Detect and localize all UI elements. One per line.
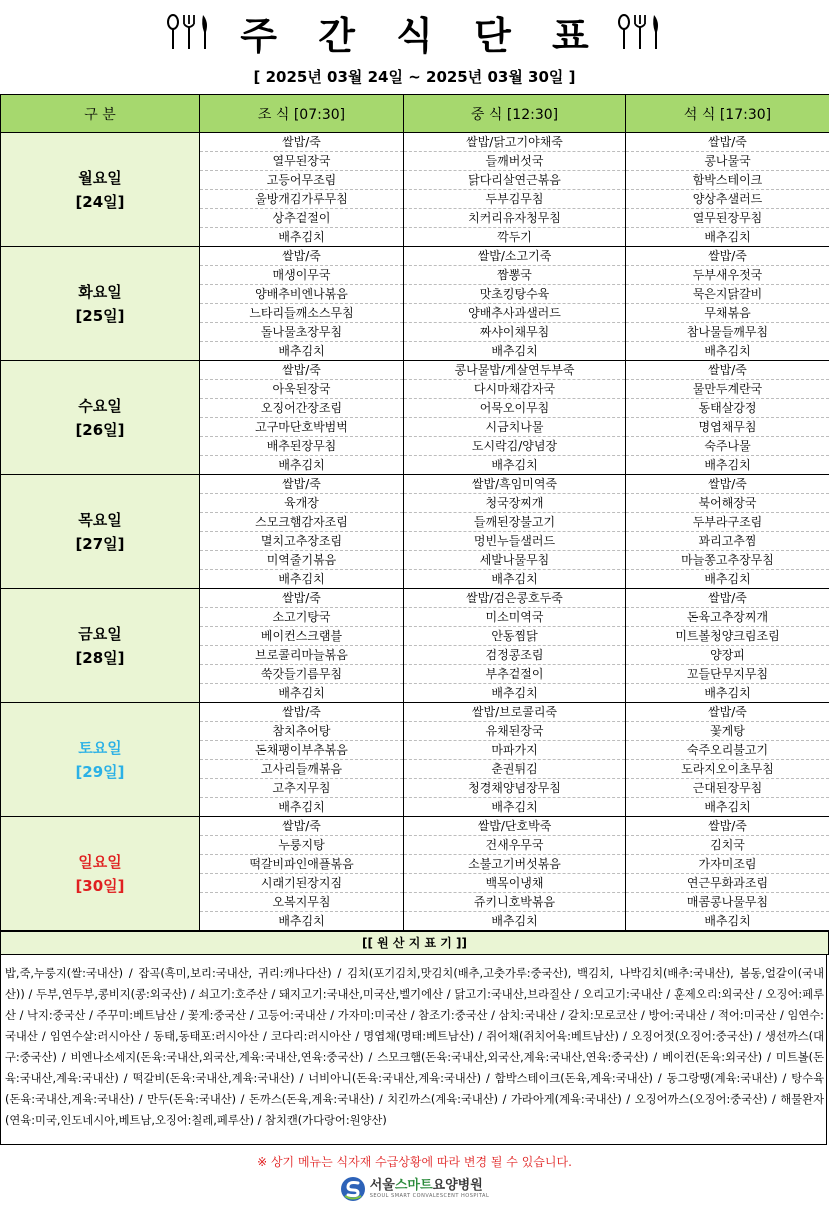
lunch-item: 두부김무침 xyxy=(404,190,626,209)
dinner-item: 양장피 xyxy=(626,646,829,665)
lunch-item: 콩나물밥/게살연두부죽 xyxy=(404,361,626,380)
lunch-item: 배추김치 xyxy=(404,342,626,361)
lunch-item: 쌀밥/소고기죽 xyxy=(404,247,626,266)
dinner-item: 배추김치 xyxy=(626,228,829,247)
breakfast-item: 브로콜리마늘볶음 xyxy=(200,646,404,665)
header-dinner: 석 식 [17:30] xyxy=(626,95,829,133)
lunch-item: 안동찜닭 xyxy=(404,627,626,646)
breakfast-item: 돌나물초장무침 xyxy=(200,323,404,342)
breakfast-item: 고구마단호박범벅 xyxy=(200,418,404,437)
day-label-cell xyxy=(1,133,200,247)
breakfast-item: 베이컨스크램블 xyxy=(200,627,404,646)
breakfast-item: 느타리들깨소스무침 xyxy=(200,304,404,323)
dinner-item: 쌀밥/죽 xyxy=(626,703,829,722)
dinner-item: 두부새우젓국 xyxy=(626,266,829,285)
breakfast-item: 쌀밥/죽 xyxy=(200,589,404,608)
hospital-logo-text xyxy=(370,1179,490,1199)
table-row xyxy=(1,361,829,380)
dinner-item: 함박스테이크 xyxy=(626,171,829,190)
breakfast-item: 떡갈비파인애플볶음 xyxy=(200,855,404,874)
lunch-item: 들깨버섯국 xyxy=(404,152,626,171)
hospital-logo xyxy=(0,1176,829,1202)
weekly-menu-table xyxy=(0,94,829,931)
lunch-item: 치커리유자청무침 xyxy=(404,209,626,228)
day-name: 수요일 xyxy=(78,396,122,415)
origin-text: 밥,죽,누룽지(쌀:국내산) / 잡곡(흑미,보리:국내산, 귀리:캐나다산) / 김치(포기김치,맛김치(배추,고춧가루:중국산), 백김치, 나박김치(배추:국내산), 봄동,얼갈이(국내산)) / 두부,연두부,콩비지(콩:외국산) / 쇠고기:호주산 / 돼지고기:국내산,미국산,벨기에산 / 닭고기:국내산,브라질산 / 오리고기:국내산 / 훈제오리:외국산 / 오징어:페루산 / 낙지:중국산 / 주꾸미:베트남산 / 꽃게:중국산 / 고등어:국내산 / 가자미:미국산 / 참조기:중국산 / 삼치:국내산 / 갈치:모로코산 / 방어:국내산 / 적어:미국산 / 임연수:국내산 / 임연수살:러시아산 / 동태,동태포:러시아산 / 코다리:러시아산 / 명엽채(명태:베트남산) / 쥐어채(쥐치어육:베트남산) / 오징어젓(오징어:중국산) / 생선까스(대구:중국산) / 비엔나소세지(돈육:국내산,외국산,계육:국내산,연육:중국산) / 스모크햄(돈육:국내산,외국산,계육:국내산,연육:중국산) / 베이컨(돈육:외국산) / 미트볼(돈육:국내산,계육:국내산) / 떡갈비(돈육:국내산,계육:국내산) / 너비아니(돈육:국내산,계육:국내산) / 함박스테이크(돈육,계육:국내산) / 동그랑땡(계육:국내산) / 탕수육(돈육:국내산,계육:국내산) / 만두(돈육:국내산) / 돈까스(돈육,계육:국내산) / 치킨까스(계육:국내산) / 가라아게(계육:국내산) / 오징어까스(오징어:중국산) / 해물완자(연육:미국,인도네시아,베트남,오징어:칠레,페루산) / 참치캔(가다랑어:원양산) xyxy=(5,967,824,1127)
dinner-item: 가자미조림 xyxy=(626,855,829,874)
change-notice: ※ 상기 메뉴는 식자재 수급상황에 따라 변경 될 수 있습니다. xyxy=(257,1155,572,1169)
day-name: 금요일 xyxy=(78,624,122,643)
lunch-item: 세발나물무침 xyxy=(404,551,626,570)
dinner-item: 북어해장국 xyxy=(626,494,829,513)
lunch-item: 닭다리살연근볶음 xyxy=(404,171,626,190)
breakfast-item: 상추겉절이 xyxy=(200,209,404,228)
breakfast-item: 쌀밥/죽 xyxy=(200,703,404,722)
lunch-item: 시금치나물 xyxy=(404,418,626,437)
dinner-item: 열무된장무침 xyxy=(626,209,829,228)
breakfast-item: 오복지무침 xyxy=(200,893,404,912)
table-header-row xyxy=(1,95,829,133)
hospital-subtitle: SEOUL SMART CONVALESCENT HOSPITAL xyxy=(369,1193,490,1199)
lunch-item: 다시마채감자국 xyxy=(404,380,626,399)
dinner-item: 묵은지닭갈비 xyxy=(626,285,829,304)
lunch-item: 양배추사과샐러드 xyxy=(404,304,626,323)
date-range: [ 2025년 03월 24일 ~ 2025년 03월 30일 ] xyxy=(253,68,576,86)
breakfast-item: 배추김치 xyxy=(200,456,404,475)
lunch-item: 배추김치 xyxy=(404,570,626,589)
dinner-item: 쌀밥/죽 xyxy=(626,133,829,152)
dinner-item: 쌀밥/죽 xyxy=(626,247,829,266)
lunch-item: 춘권튀김 xyxy=(404,760,626,779)
lunch-item: 백목이냉채 xyxy=(404,874,626,893)
origin-section xyxy=(0,955,827,1145)
dinner-item: 배추김치 xyxy=(626,342,829,361)
day-date: [27일] xyxy=(75,534,125,553)
day-date: [24일] xyxy=(75,192,125,211)
breakfast-item: 배추김치 xyxy=(200,912,404,931)
dinner-item: 쌀밥/죽 xyxy=(626,817,829,836)
dinner-item: 돈육고추장찌개 xyxy=(626,608,829,627)
table-row xyxy=(1,475,829,494)
day-label-cell xyxy=(1,589,200,703)
dinner-item: 물만두계란국 xyxy=(626,380,829,399)
day-label-cell xyxy=(1,817,200,931)
lunch-item: 쌀밥/흑임미역죽 xyxy=(404,475,626,494)
cutlery-icon-right xyxy=(617,14,663,50)
dinner-item: 연근무화과조림 xyxy=(626,874,829,893)
origin-title: [[ 원 산 지 표 기 ]] xyxy=(0,931,829,955)
lunch-item: 도시락김/양념장 xyxy=(404,437,626,456)
lunch-item: 쌀밥/브로콜리죽 xyxy=(404,703,626,722)
lunch-item: 미소미역국 xyxy=(404,608,626,627)
breakfast-item: 배추김치 xyxy=(200,684,404,703)
dinner-item: 근대된장무침 xyxy=(626,779,829,798)
lunch-item: 짜샤이채무침 xyxy=(404,323,626,342)
day-name: 화요일 xyxy=(78,282,122,301)
day-label-cell xyxy=(1,247,200,361)
day-date: [25일] xyxy=(75,306,125,325)
lunch-item: 멍빈누들샐러드 xyxy=(404,532,626,551)
breakfast-item: 소고기탕국 xyxy=(200,608,404,627)
dinner-item: 쌀밥/죽 xyxy=(626,475,829,494)
dinner-item: 배추김치 xyxy=(626,684,829,703)
lunch-item: 들깨된장불고기 xyxy=(404,513,626,532)
lunch-item: 배추김치 xyxy=(404,456,626,475)
lunch-item: 건새우무국 xyxy=(404,836,626,855)
lunch-item: 배추김치 xyxy=(404,798,626,817)
dinner-item: 도라지오이초무침 xyxy=(626,760,829,779)
breakfast-item: 배추김치 xyxy=(200,228,404,247)
dinner-item: 숙주나물 xyxy=(626,437,829,456)
breakfast-item: 쌀밥/죽 xyxy=(200,247,404,266)
header-category: 구 분 xyxy=(1,95,200,133)
breakfast-item: 쌀밥/죽 xyxy=(200,133,404,152)
day-name: 토요일 xyxy=(78,738,122,757)
breakfast-item: 쌀밥/죽 xyxy=(200,361,404,380)
breakfast-item: 시래기된장지짐 xyxy=(200,874,404,893)
day-label-cell xyxy=(1,361,200,475)
breakfast-item: 열무된장국 xyxy=(200,152,404,171)
lunch-item: 짬뽕국 xyxy=(404,266,626,285)
table-row xyxy=(1,247,829,266)
dinner-item: 꽃게탕 xyxy=(626,722,829,741)
day-name: 월요일 xyxy=(78,168,122,187)
cutlery-icon-left xyxy=(166,14,212,50)
dinner-item: 양상추샐러드 xyxy=(626,190,829,209)
dinner-item: 두부라구조림 xyxy=(626,513,829,532)
lunch-item: 검정콩조림 xyxy=(404,646,626,665)
breakfast-item: 고등어무조림 xyxy=(200,171,404,190)
day-name: 일요일 xyxy=(78,852,122,871)
breakfast-item: 육개장 xyxy=(200,494,404,513)
table-row xyxy=(1,133,829,152)
dinner-item: 배추김치 xyxy=(626,456,829,475)
menu-body xyxy=(1,133,829,931)
dinner-item: 매콤콩나물무침 xyxy=(626,893,829,912)
lunch-item: 쥬키니호박볶음 xyxy=(404,893,626,912)
dinner-item: 쌀밥/죽 xyxy=(626,361,829,380)
breakfast-item: 배추된장무침 xyxy=(200,437,404,456)
dinner-item: 꼬들단무지무침 xyxy=(626,665,829,684)
table-row xyxy=(1,703,829,722)
breakfast-item: 스모크햄감자조림 xyxy=(200,513,404,532)
day-name: 목요일 xyxy=(78,510,122,529)
lunch-item: 쌀밥/단호박죽 xyxy=(404,817,626,836)
breakfast-item: 멸치고추장조림 xyxy=(200,532,404,551)
breakfast-item: 배추김치 xyxy=(200,798,404,817)
breakfast-item: 참치추어탕 xyxy=(200,722,404,741)
dinner-item: 마늘쫑고추장무침 xyxy=(626,551,829,570)
lunch-item: 소불고기버섯볶음 xyxy=(404,855,626,874)
lunch-item: 유채된장국 xyxy=(404,722,626,741)
dinner-item: 미트볼청양크림조림 xyxy=(626,627,829,646)
dinner-item: 쌀밥/죽 xyxy=(626,589,829,608)
day-label-cell xyxy=(1,475,200,589)
page-title: 주 간 식 단 표 xyxy=(240,13,603,58)
hospital-logo-icon xyxy=(340,1176,366,1202)
dinner-item: 콩나물국 xyxy=(626,152,829,171)
breakfast-item: 배추김치 xyxy=(200,570,404,589)
breakfast-item: 미역줄기볶음 xyxy=(200,551,404,570)
breakfast-item: 아욱된장국 xyxy=(200,380,404,399)
header-lunch: 중 식 [12:30] xyxy=(404,95,626,133)
table-row xyxy=(1,589,829,608)
breakfast-item: 양배추비엔나볶음 xyxy=(200,285,404,304)
dinner-item: 참나물들깨무침 xyxy=(626,323,829,342)
breakfast-item: 돈채팽이부추볶음 xyxy=(200,741,404,760)
dinner-item: 배추김치 xyxy=(626,798,829,817)
day-date: [28일] xyxy=(75,648,125,667)
day-date: [30일] xyxy=(75,876,125,895)
dinner-item: 배추김치 xyxy=(626,912,829,931)
lunch-item: 부추겉절이 xyxy=(404,665,626,684)
dinner-item: 숙주오리불고기 xyxy=(626,741,829,760)
lunch-item: 쌀밥/닭고기야채죽 xyxy=(404,133,626,152)
lunch-item: 청국장찌개 xyxy=(404,494,626,513)
lunch-item: 깍두기 xyxy=(404,228,626,247)
day-label-cell xyxy=(1,703,200,817)
lunch-item: 청경채양념장무침 xyxy=(404,779,626,798)
lunch-item: 맛초킹탕수육 xyxy=(404,285,626,304)
breakfast-item: 울방개김가루무침 xyxy=(200,190,404,209)
header-breakfast: 조 식 [07:30] xyxy=(200,95,404,133)
breakfast-item: 오징어간장조림 xyxy=(200,399,404,418)
lunch-item: 쌀밥/검은콩호두죽 xyxy=(404,589,626,608)
breakfast-item: 고추지무침 xyxy=(200,779,404,798)
breakfast-item: 배추김치 xyxy=(200,342,404,361)
lunch-item: 배추김치 xyxy=(404,684,626,703)
breakfast-item: 매생이무국 xyxy=(200,266,404,285)
breakfast-item: 쌀밥/죽 xyxy=(200,475,404,494)
dinner-item: 무채볶음 xyxy=(626,304,829,323)
dinner-item: 동태살강정 xyxy=(626,399,829,418)
hospital-name: 서울스마트요양병원 xyxy=(369,1178,483,1193)
breakfast-item: 고사리들깨볶음 xyxy=(200,760,404,779)
breakfast-item: 쌀밥/죽 xyxy=(200,817,404,836)
day-date: [26일] xyxy=(75,420,125,439)
breakfast-item: 누룽지탕 xyxy=(200,836,404,855)
breakfast-item: 쑥갓들기름무침 xyxy=(200,665,404,684)
title-row xyxy=(0,6,829,58)
dinner-item: 명엽채무침 xyxy=(626,418,829,437)
lunch-item: 어묵오이무침 xyxy=(404,399,626,418)
lunch-item: 마파가지 xyxy=(404,741,626,760)
lunch-item: 배추김치 xyxy=(404,912,626,931)
day-date: [29일] xyxy=(75,762,125,781)
table-row xyxy=(1,817,829,836)
dinner-item: 김치국 xyxy=(626,836,829,855)
dinner-item: 배추김치 xyxy=(626,570,829,589)
dinner-item: 꽈리고추찜 xyxy=(626,532,829,551)
